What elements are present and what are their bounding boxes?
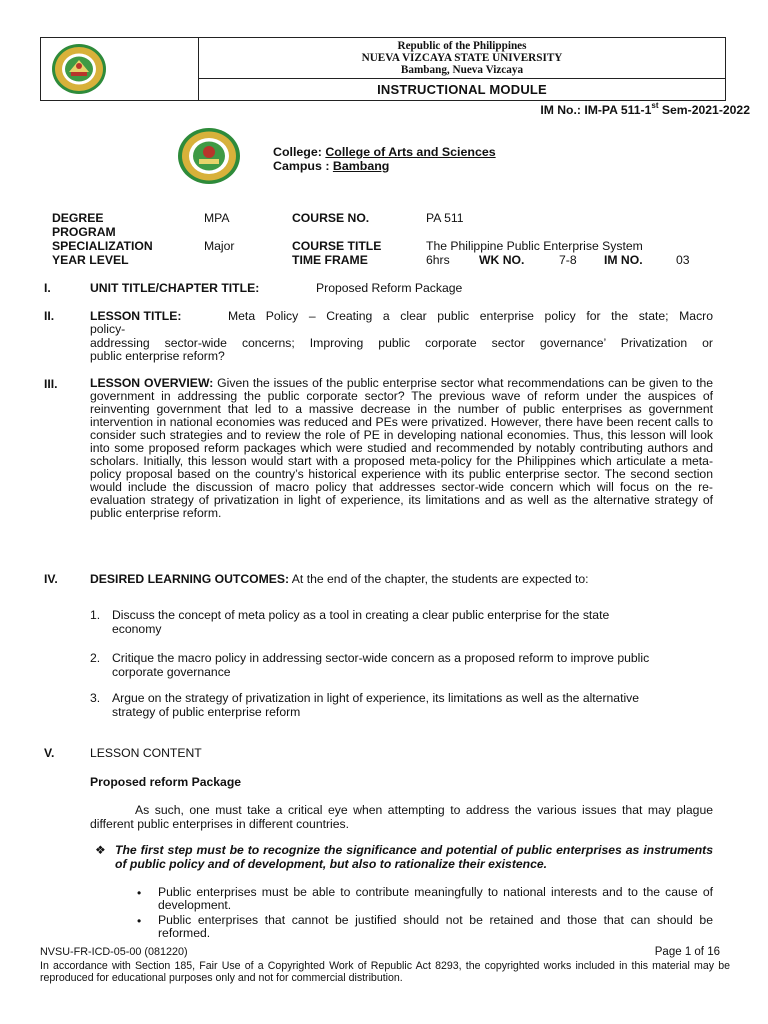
diamond-bullet-icon: ❖ [95, 843, 106, 857]
lesson-content-label: LESSON CONTENT [90, 746, 202, 760]
section-2-line-4: public enterprise reform? [90, 349, 225, 363]
section-1-value: Proposed Reform Package [316, 281, 463, 295]
university-location: Bambang, Nueva Vizcaya [400, 64, 524, 76]
course-title-value: The Philippine Public Enterprise System [426, 239, 643, 253]
im-number-suffix: Sem-2021-2022 [658, 103, 750, 117]
bullet-icon: • [137, 886, 142, 900]
section-1-label: UNIT TITLE/CHAPTER TITLE: [90, 281, 260, 295]
outcome-number: 1. [90, 608, 101, 622]
degree-label-1: DEGREE [52, 211, 104, 225]
lesson-overview-label: LESSON OVERVIEW: [90, 376, 214, 390]
college-value: College of Arts and Sciences [325, 145, 496, 159]
degree-label-2: PROGRAM [52, 225, 116, 239]
course-no-label: COURSE NO. [292, 211, 370, 225]
learning-outcomes-line [90, 572, 589, 586]
campus-line [273, 159, 389, 174]
first-step-text: The first step must be to recognize the significance and potential of public enterprises as instruments of public policy and of development, but also to rationalize their existence. [115, 843, 713, 871]
section-2-line-1: Meta Policy – Creating a clear public enterprise policy for the state; Macro [228, 309, 713, 323]
campus-value: Bambang [332, 159, 390, 173]
lesson-overview-text: Given the issues of the public enterprise sector what recommendations can be given to the government in addressing the public corporate sector? The previous wave of reform under the auspices of reinventing government that led to a massive decrease in the number of public enterprises as government intervention in national economies was reduced and PEs were privatized. However, there have been recent calls to consider such strategies and to review the role of PE in developing national economies. Thus, this lesson will look into some proposed reform packages which were studied and recommended by notably contributing authors and scholars. Initially, this lesson would start with a proposed meta-policy for the Philippines which articulate a meta-policy proposal based on the country’s historical experience with its public enterprise sector. The second section would include the discussion of macro policy that addresses sector-wide concern which will focus on the re-evaluation strategy of privatization in light of experience, its limitations and as well as the alternative strategy of public enterprise reform. [90, 376, 714, 520]
outcome-item [90, 651, 730, 679]
section-2-line-2: policy- [90, 322, 126, 336]
header-divider [199, 78, 725, 79]
college-line [273, 145, 496, 160]
section-2-label: LESSON TITLE: [90, 309, 182, 323]
time-frame-label: TIME FRAME [292, 253, 368, 267]
wk-no-label: WK NO. [479, 253, 525, 267]
section-2-line-3: addressing sector-wide concerns; Improving public corporate sector governance’ Privatization or [90, 336, 713, 350]
outcome-text-cont: corporate governance [112, 665, 231, 679]
proposed-reform-subhead: Proposed reform Package [90, 775, 242, 789]
header-box [40, 37, 726, 101]
bullet-icon: • [137, 914, 142, 928]
section-4-number: IV. [44, 572, 58, 586]
header-logo-cell [41, 38, 199, 100]
specialization-value: Major [204, 239, 235, 253]
specialization-label: SPECIALIZATION [52, 239, 153, 253]
im-number-prefix: IM No.: IM-PA 511-1 [540, 103, 652, 117]
republic-line: Republic of the Philippines [397, 40, 527, 52]
module-title: INSTRUCTIONAL MODULE [377, 82, 547, 97]
year-level-label: YEAR LEVEL [52, 253, 129, 267]
time-frame-value: 6hrs [426, 253, 450, 267]
outcome-item [90, 608, 730, 636]
course-title-label: COURSE TITLE [292, 239, 382, 253]
lesson-overview-paragraph [90, 377, 713, 520]
outcome-text: Discuss the concept of meta policy as a tool in creating a clear public enterprise for the state [112, 608, 610, 622]
course-no-value: PA 511 [426, 211, 464, 225]
bullet-text: Public enterprises that cannot be justified should not be retained and those that can should be reformed. [158, 913, 713, 940]
university-seal-icon [49, 42, 109, 96]
outcome-number: 2. [90, 651, 101, 665]
outcome-text-cont: economy [112, 622, 162, 636]
section-1-number: I. [44, 281, 51, 295]
learning-outcomes-label: DESIRED LEARNING OUTCOMES: [90, 572, 290, 586]
page-number: Page 1 of 16 [654, 946, 720, 958]
intro-paragraph: As such, one must take a critical eye when attempting to address the various issues that may plague different public enterprises in different countries. [90, 803, 713, 831]
college-label: College: [273, 145, 326, 159]
outcome-number: 3. [90, 691, 101, 705]
wk-no-value: 7-8 [559, 253, 577, 267]
college-seal-icon [176, 126, 242, 186]
outcome-text: Argue on the strategy of privatization in light of experience, its limitations as well as the alternative [112, 691, 640, 705]
im-number-sup: st [651, 101, 659, 110]
degree-value: MPA [204, 211, 230, 225]
learning-outcomes-intro: At the end of the chapter, the students are expected to: [291, 572, 589, 586]
campus-label: Campus : [273, 159, 333, 173]
bullet-text: Public enterprises must be able to contribute meaningfully to national interests and to the cause of development. [158, 885, 713, 912]
outcome-text: Critique the macro policy in addressing sector-wide concern as a proposed reform to improve public [112, 651, 650, 665]
header-text-cell [199, 38, 725, 100]
form-number: NVSU-FR-ICD-05-00 (081220) [40, 946, 188, 958]
im-number [540, 103, 750, 117]
section-2-number: II. [44, 309, 55, 323]
outcome-item [90, 691, 730, 719]
section-5-number: V. [44, 746, 55, 760]
im-no-value: 03 [676, 253, 690, 267]
section-3-number: III. [44, 377, 58, 391]
outcome-text-cont: strategy of public enterprise reform [112, 705, 301, 719]
university-name: NUEVA VIZCAYA STATE UNIVERSITY [361, 52, 563, 64]
copyright-notice: In accordance with Section 185, Fair Use of a Copyrighted Work of Republic Act 8293, the copyrighted works included in this material may be reproduced for educational purposes only and not for commercial distribution. [40, 960, 730, 984]
im-no-label: IM NO. [604, 253, 643, 267]
